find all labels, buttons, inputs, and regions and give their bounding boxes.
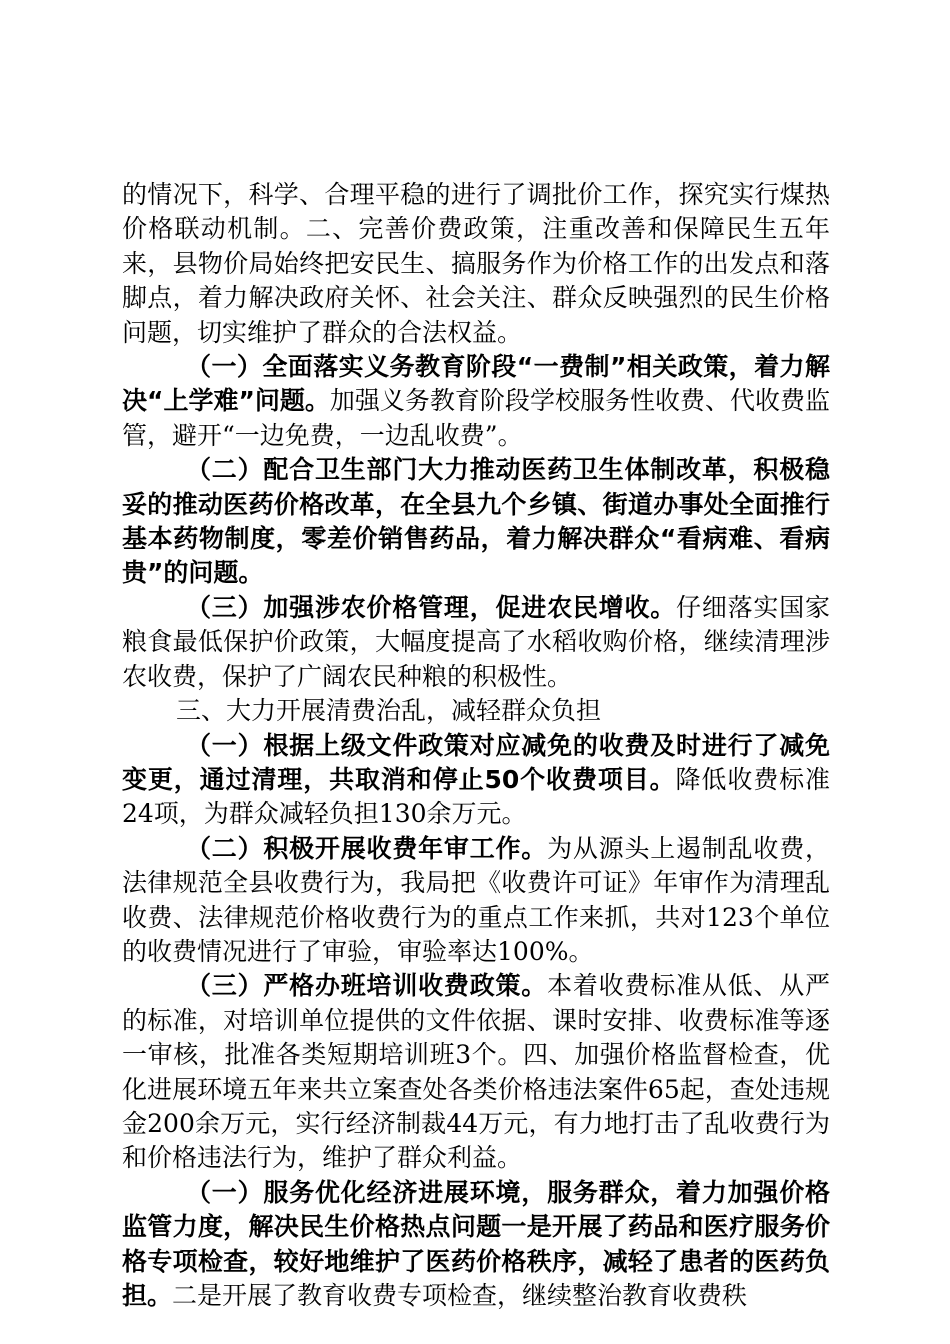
paragraph-service-optimization (122, 1176, 830, 1314)
paragraph-text: 本着收费标准从低、从严的标准，对培训单位提供的文件依据、课时安排、收费标准等逐一审核，批准各类短期培训班3个。四、加强价格监督检查，优化进展环境五年来共立案查处各类价格违法案件65起，查处违规金200余万元，实行经济制裁44万元，有力地打击了乱收费行为和价格违法行为，维护了群众利益。 (122, 971, 830, 1173)
paragraph-fee-reduction (122, 729, 830, 832)
paragraph-text: 降低收费标准24项，为群众减轻负担130余万元。 (122, 764, 830, 829)
paragraph-text: 为从源头上遏制乱收费，法律规范全县收费行为，我局把《收费许可证》年审作为清理乱收费、法律规范价格收费行为的重点工作来抓，共对123个单位的收费情况进行了审验，审验率达100%。 (122, 833, 830, 966)
section-heading-three (122, 694, 830, 728)
paragraph-text: 的情况下，科学、合理平稳的进行了调批价工作，探究实行煤热价格联动机制。二、完善价费政策，注重改善和保障民生五年来，县物价局始终把安民生、搞服务作为价格工作的出发点和落脚点，着力解决政府关怀、社会关注、群众反映强烈的民生价格问题，切实维护了群众的合法权益。 (122, 180, 830, 347)
paragraph-training-fees (122, 969, 830, 1175)
paragraph-lead: （二）配合卫生部门大力推动医药卫生体制改革，积极稳妥的推动医药价格改革，在全县九个乡镇、街道办事处全面推行基本药物制度，零差价销售药品，着力解决群众“看病难、看病贵”的问题。 (122, 455, 830, 588)
paragraph-lead: （一）服务优化经济进展环境，服务群众，着力加强价格监管力度，解决民生价格热点问题一是开展了药品和医疗服务价格专项检查，较好地维护了医药价格秩序，减轻了患者的医药负担。 (122, 1177, 830, 1310)
paragraph-text: 加强义务教育阶段学校服务性收费、代收费监管，避开“一边免费，一边乱收费”。 (122, 386, 830, 450)
section-heading-text: 三、大力开展清费治乱，减轻群众负担 (176, 696, 602, 726)
paragraph-lead: （三）加强涉农价格管理，促进农民增收。 (186, 592, 677, 622)
paragraph-annual-review (122, 832, 830, 970)
paragraph-education-fees (122, 350, 830, 453)
paragraph-lead: （二）积极开展收费年审工作。 (186, 833, 548, 863)
paragraph-pricing-policy (122, 178, 830, 350)
paragraph-agriculture-pricing (122, 591, 830, 694)
document-body (122, 178, 830, 1313)
paragraph-medical-reform (122, 453, 830, 591)
paragraph-lead: （一）根据上级文件政策对应减免的收费及时进行了减免变更，通过清理，共取消和停止50个收费项目。 (122, 730, 830, 794)
paragraph-text: 仔细落实国家粮食最低保护价政策，大幅度提高了水稻收购价格，继续清理涉农收费，保护了广阔农民种粮的积极性。 (122, 592, 830, 691)
paragraph-text: 二是开展了教育收费专项检查，继续整治教育收费秩 (172, 1281, 748, 1310)
paragraph-lead: （三）严格办班培训收费政策。 (186, 971, 548, 1001)
paragraph-lead: （一）全面落实义务教育阶段“一费制”相关政策，着力解决“上学难”问题。 (122, 352, 830, 416)
